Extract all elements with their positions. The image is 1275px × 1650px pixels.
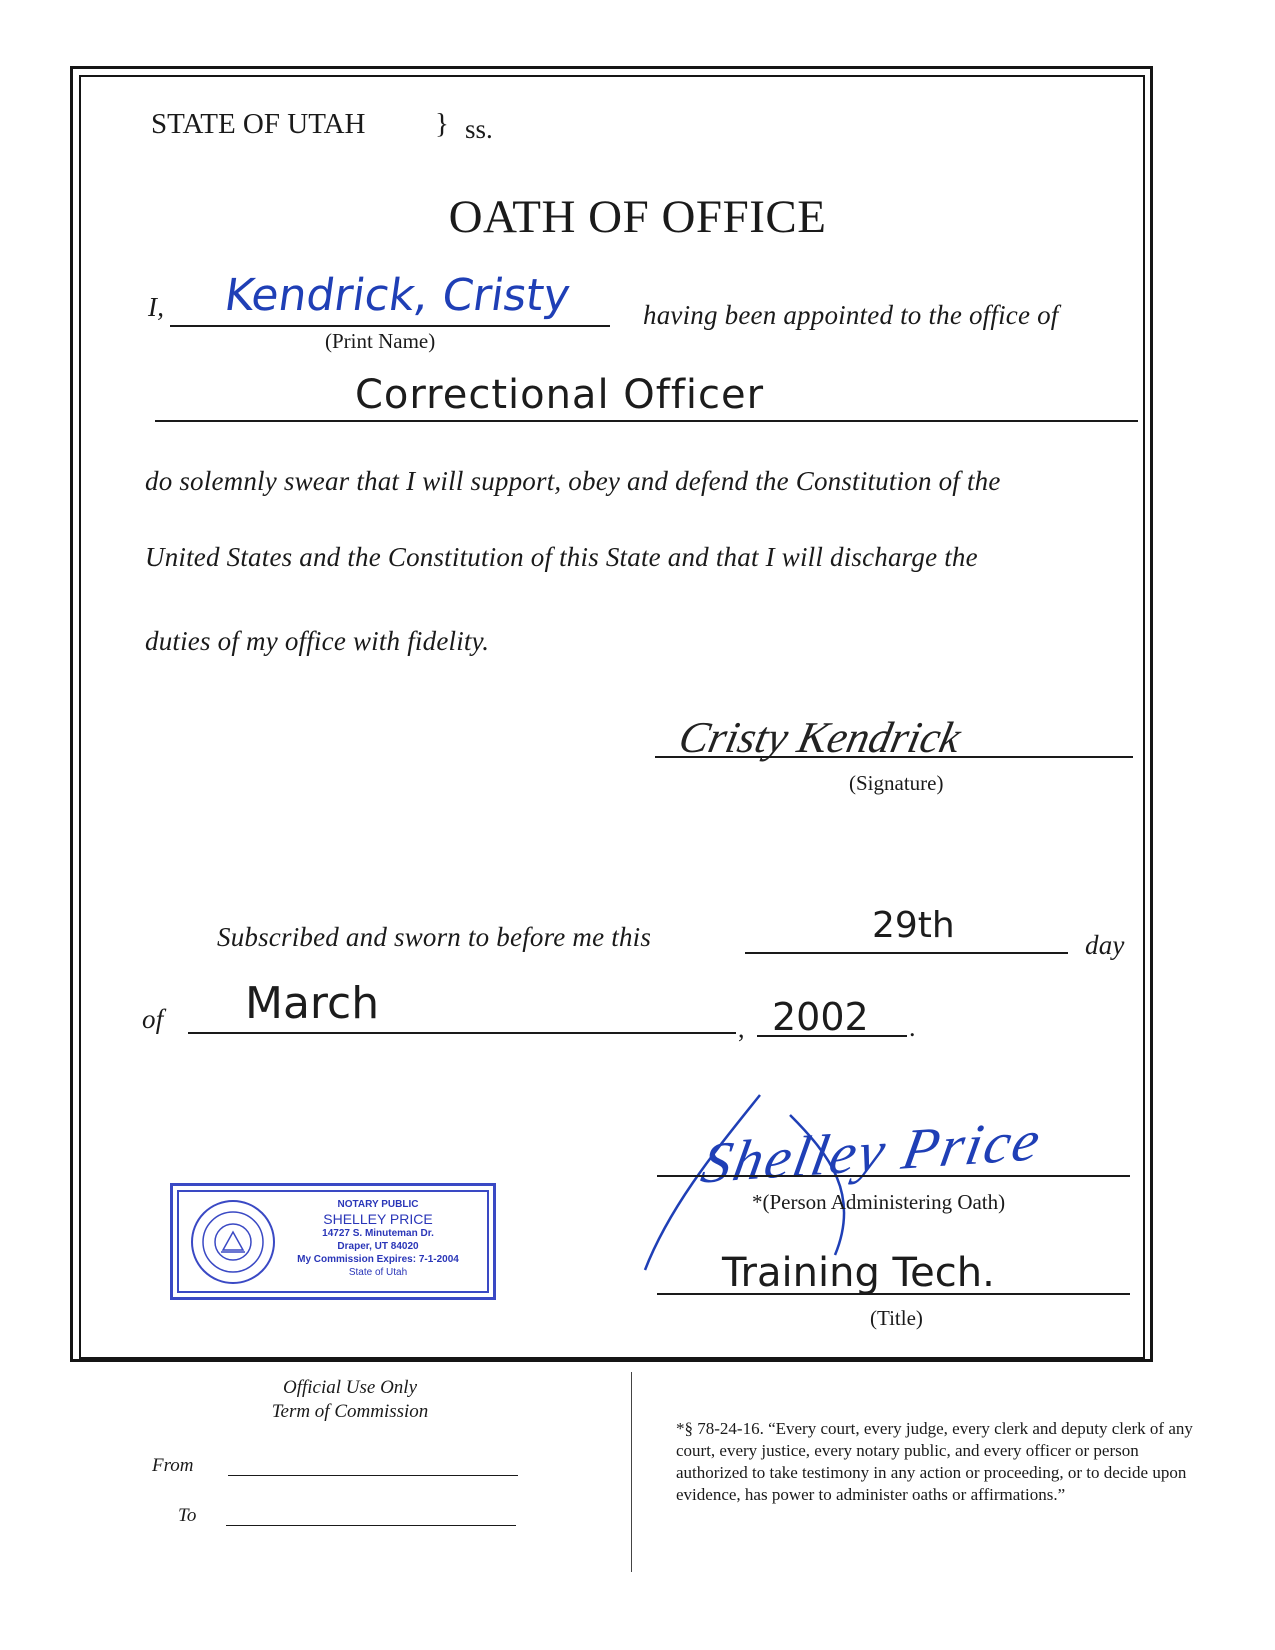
printed-name-handwriting: Kendrick, Cristy: [221, 270, 574, 321]
print-name-caption: (Print Name): [325, 329, 436, 353]
oath-line-1: do solemnly swear that I will support, obey and defend the Constitution of the: [145, 466, 1001, 496]
title-caption: (Title): [870, 1306, 923, 1330]
stamp-line-2: SHELLEY PRICE: [323, 1211, 433, 1227]
subscribed-text: Subscribed and sworn to before me this: [217, 922, 652, 952]
appointed-text: having been appointed to the office of: [643, 300, 1059, 330]
venue-state: STATE OF UTAH: [151, 108, 366, 140]
notary-stamp: [170, 1183, 496, 1300]
stamp-line-6: State of Utah: [348, 1267, 408, 1278]
stamp-line-4: Draper, UT 84020: [337, 1241, 419, 1252]
year-handwriting: 2002: [772, 995, 869, 1039]
office-line: [155, 420, 1138, 422]
month-comma: ,: [738, 1014, 745, 1043]
title-handwriting: Training Tech.: [722, 1250, 995, 1296]
page-title: OATH OF OFFICE: [448, 191, 827, 243]
month-line: [188, 1032, 736, 1034]
signature-caption: (Signature): [849, 771, 944, 795]
from-label: From: [152, 1455, 194, 1476]
administrator-signature-handwriting: Shelley Price: [696, 1107, 1047, 1196]
official-use-heading: [200, 1376, 500, 1424]
to-field[interactable]: [226, 1525, 516, 1526]
statute-footnote: *§ 78-24-16. “Every court, every judge, every clerk and deputy clerk of any court, every justice, every notary public, and every officer or person authorized to take testimony in any action or proceeding, or to decide upon evidence, has power to administer oaths or affirmations.”: [676, 1419, 1193, 1504]
footer-divider: [631, 1372, 632, 1572]
year-line: [757, 1035, 907, 1037]
appointment-prefix: I,: [148, 292, 165, 322]
title-line: [657, 1293, 1130, 1295]
stamp-line-1: NOTARY PUBLIC: [337, 1199, 419, 1210]
from-field[interactable]: [228, 1475, 518, 1476]
administrator-caption: *(Person Administering Oath): [752, 1190, 1006, 1214]
office-handwriting: Correctional Officer: [355, 372, 765, 418]
administrator-line: [657, 1175, 1130, 1177]
oath-line-3: duties of my office with fidelity.: [145, 626, 490, 656]
signature-handwriting: Cristy Kendrick: [674, 713, 966, 762]
to-label: To: [178, 1505, 197, 1526]
official-use-heading-2: Term of Commission: [271, 1401, 429, 1422]
stamp-line-3: 14727 S. Minuteman Dr.: [322, 1228, 434, 1239]
day-label: day: [1085, 930, 1125, 960]
day-line: [745, 952, 1068, 954]
month-handwriting: March: [245, 978, 380, 1029]
venue-ss: ss.: [465, 114, 493, 144]
name-line: [170, 325, 610, 327]
signature-line: [655, 756, 1133, 758]
state-seal: [191, 1200, 275, 1284]
official-use-heading-1: Official Use Only: [282, 1377, 418, 1398]
year-period: .: [909, 1013, 916, 1042]
venue-brace: }: [435, 108, 449, 140]
day-handwriting: 29th: [872, 905, 955, 946]
oath-line-2: United States and the Constitution of this State and that I will discharge the: [145, 542, 978, 572]
stamp-line-5: My Commission Expires: 7-1-2004: [297, 1254, 459, 1265]
of-label: of: [142, 1004, 164, 1034]
